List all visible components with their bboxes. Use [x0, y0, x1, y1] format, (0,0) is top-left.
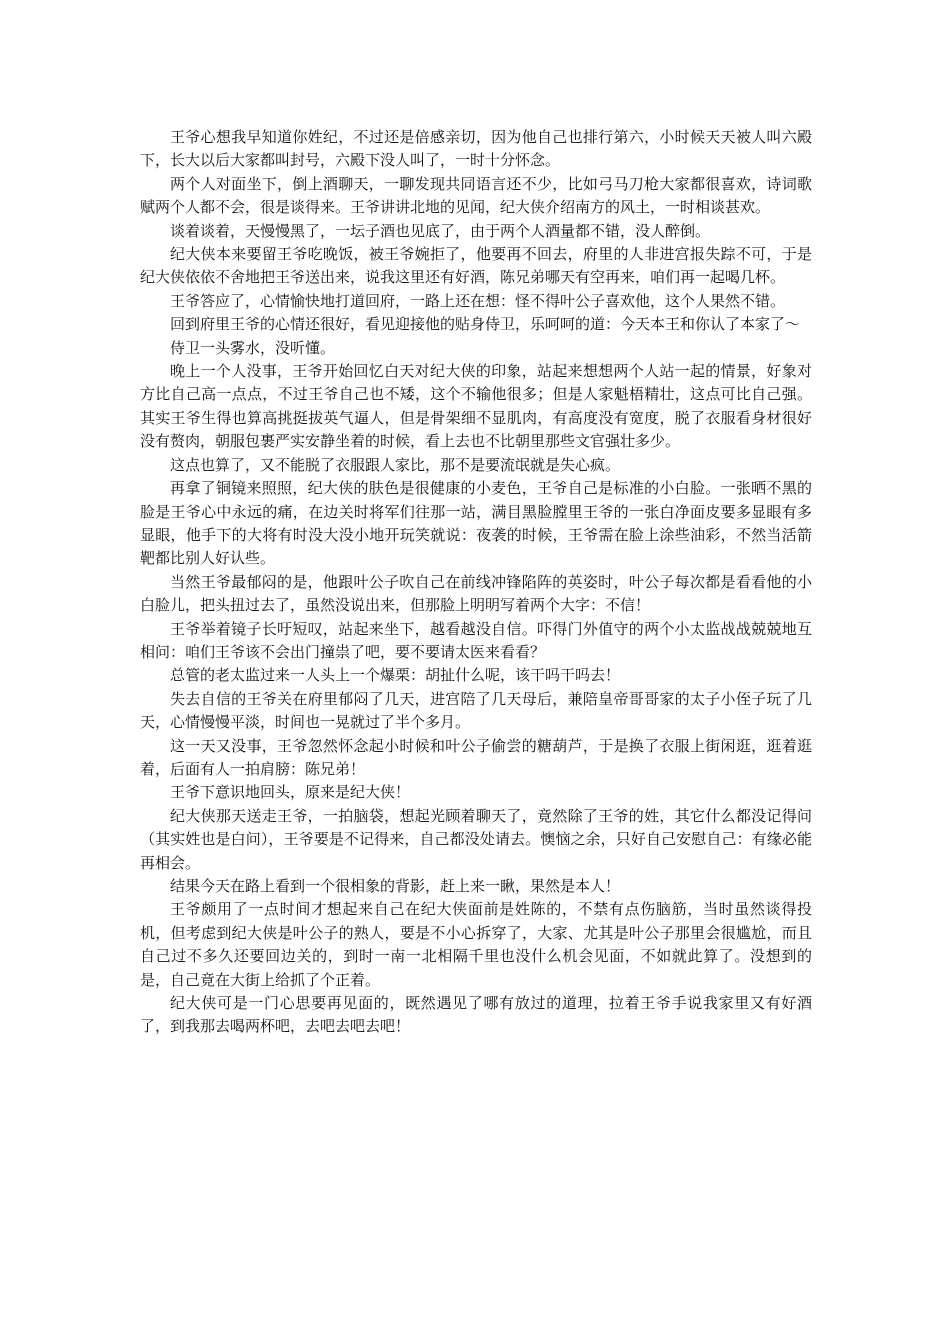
paragraph-2: 两个人对面坐下，倒上酒聊天，一聊发现共同语言还不少，比如弓马刀枪大家都很喜欢，诗词歌赋两个人都不会，很是谈得来。王爷讲讲北地的见闻，纪大侠介绍南方的风土，一时相谈甚欢。 — [140, 174, 812, 217]
paragraph-9: 这点也算了，又不能脱了衣服跟人家比，那不是要流氓就是失心疯。 — [170, 455, 621, 474]
paragraph-17: 纪大侠那天送走王爷，一拍脑袋，想起光顾着聊天了，竟然除了王爷的姓，其它什么都没记得问（其实姓也是白问），王爷要是不记得来，自己都没处请去。懊恼之余，只好自己安慰自己：有缘必能再相会。 — [140, 806, 812, 872]
paragraph-20: 纪大侠可是一门心思要再见面的，既然遇见了哪有放过的道理，拉着王爷手说我家里又有好酒了，到我那去喝两杯吧，去吧去吧去吧！ — [140, 994, 812, 1036]
paragraph-7: 侍卫一头雾水，没听懂。 — [170, 338, 336, 357]
paragraph-5: 王爷答应了，心情愉快地打道回府，一路上还在想：怪不得叶公子喜欢他，这个人果然不错。 — [170, 291, 786, 310]
paragraph-6: 回到府里王爷的心情还很好，看见迎接他的贴身侍卫，乐呵呵的道：今天本王和你认了本家了～ — [170, 315, 801, 334]
paragraph-19: 王爷颇用了一点时间才想起来自己在纪大侠面前是姓陈的，不禁有点伤脑筋，当时虽然谈得投机，但考虑到纪大侠是叶公子的熟人，要是不小心拆穿了，大家、尤其是叶公子那里会很尴尬，而且自己过不多久还要回边关的，到时一南一北相隔千里也没什么机会见面，不如就此算了。没想到的是，自己竟在大街上给抓了个正着。 — [140, 900, 812, 989]
paragraph-4: 纪大侠本来要留王爷吃晚饭，被王爷婉拒了，他要再不回去，府里的人非进宫报失踪不可，于是纪大侠依依不舍地把王爷送出来，说我这里还有好酒，陈兄弟哪天有空再来，咱们再一起喝几杯。 — [140, 245, 812, 287]
paragraph-12: 王爷举着镜子长吁短叹，站起来坐下，越看越没自信。吓得门外值守的两个小太监战战兢兢地互相问：咱们王爷该不会出门撞祟了吧，要不要请太医来看看？ — [140, 619, 812, 661]
paragraph-11: 当然王爷最郁闷的是，他跟叶公子吹自己在前线冲锋陷阵的英姿时，叶公子每次都是看看他的小白脸儿，把头扭过去了，虽然没说出来，但那脸上明明写着两个大字：不信！ — [140, 572, 812, 615]
paragraph-14: 失去自信的王爷关在府里郁闷了几天，进宫陪了几天母后，兼陪皇帝哥哥家的太子小侄子玩了几天，心情慢慢平淡，时间也一晃就过了半个多月。 — [140, 689, 812, 732]
paragraph-16: 王爷下意识地回头，原来是纪大侠！ — [170, 783, 411, 802]
paragraph-10: 再拿了铜镜来照照，纪大侠的肤色是很健康的小麦色，王爷自己是标准的小白脸。一张晒不黑的脸是王爷心中永远的痛，在边关时将军们往那一站，满目黑脸膛里王爷的一张白净面皮要多显眼有多显眼，他手下的大将有时没大没小地开玩笑就说：夜袭的时候，王爷需在脸上涂些油彩，不然当活箭靶都比别人好认些。 — [140, 479, 812, 568]
paragraph-15: 这一天又没事，王爷忽然怀念起小时候和叶公子偷尝的糖葫芦，于是换了衣服上街闲逛，逛着逛着，后面有人一拍肩膀：陈兄弟！ — [140, 736, 812, 778]
paragraph-18: 结果今天在路上看到一个很相象的背影，赶上来一瞅，果然是本人！ — [170, 877, 621, 895]
paragraph-1: 王爷心想我早知道你姓纪，不过还是倍感亲切，因为他自己也排行第六，小时候天天被人叫六殿下，长大以后大家都叫封号，六殿下没人叫了，一时十分怀念。 — [140, 128, 812, 170]
document-body — [140, 126, 812, 1039]
paragraph-13: 总管的老太监过来一人头上一个爆栗：胡扯什么呢，该干吗干吗去！ — [170, 666, 621, 685]
paragraph-8: 晚上一个人没事，王爷开始回忆白天对纪大侠的印象，站起来想想两个人站一起的情景，好象对方比自己高一点点，不过王爷自己也不矮，这个不输他很多；但是人家魁梧精壮，这点可比自己强。其实王爷生得也算高挑挺拔英气逼人，但是骨架细不显肌肉，有高度没有宽度，脱了衣服看身材很好没有赘肉，朝服包裹严实安静坐着的时候，看上去也不比朝里那些文官强壮多少。 — [140, 362, 812, 451]
paragraph-3: 谈着谈着，天慢慢黑了，一坛子酒也见底了，由于两个人酒量都不错，没人醉倒。 — [170, 221, 711, 240]
